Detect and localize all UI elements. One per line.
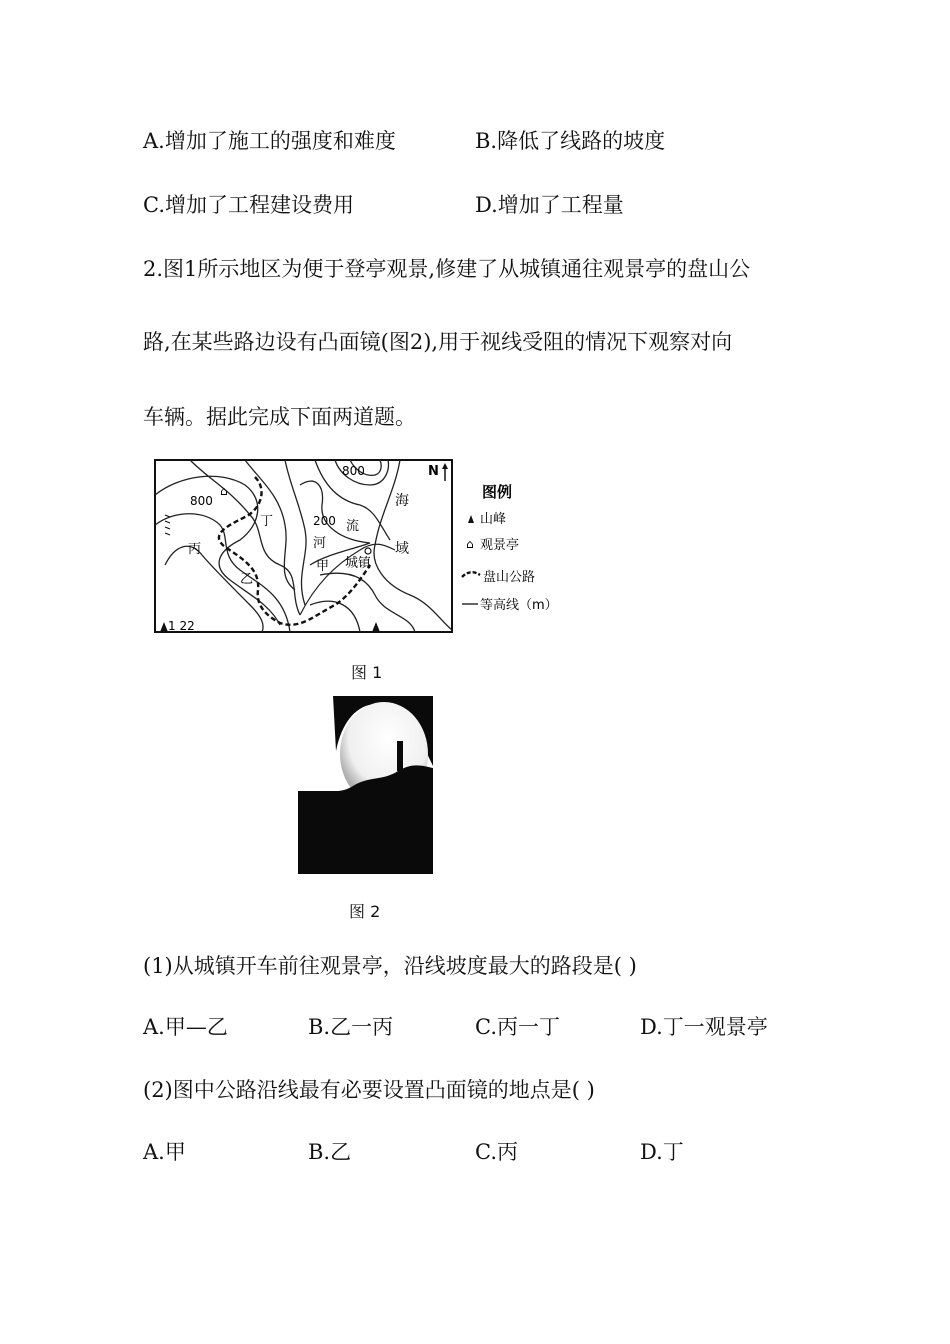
- sub2-option-b[interactable]: B.乙: [308, 1140, 352, 1164]
- point-jia: 甲: [316, 559, 330, 574]
- legend-item-contour: 等高线（m）: [480, 598, 558, 613]
- sub1-option-a[interactable]: A.甲—乙: [143, 1015, 228, 1039]
- q2-stem-line-2: 路,在某些路边设有凸面镜(图2),用于视线受阻的情况下观察对向: [143, 330, 733, 354]
- q2-stem-line-3: 车辆。据此完成下面两道题。: [143, 405, 416, 429]
- sub2-stem: (2)图中公路沿线最有必要设置凸面镜的地点是( ): [143, 1078, 595, 1102]
- point-yi: 乙: [240, 572, 254, 587]
- legend-title: 图例: [482, 483, 513, 501]
- legend-item-road: 盘山公路: [483, 570, 536, 585]
- prev-option-d[interactable]: D.增加了工程量: [475, 193, 624, 217]
- legend-item-peak: 山峰: [480, 512, 507, 527]
- sub1-stem: (1)从城镇开车前往观景亭，沿线坡度最大的路段是( ): [143, 954, 637, 978]
- sub1-option-b[interactable]: B.乙一丙: [308, 1015, 394, 1039]
- label-he: 河: [313, 536, 327, 551]
- q2-stem-line-1: 2.图1所示地区为便于登亭观景,修建了从城镇通往观景亭的盘山公: [143, 257, 751, 281]
- figure-2-caption: 图 2: [349, 902, 381, 921]
- legend-road-icon: [462, 572, 480, 577]
- contour-label-200: 200: [313, 514, 336, 528]
- legend-pavilion-icon: ⌂: [466, 537, 474, 551]
- legend-peak-icon: [468, 515, 474, 523]
- peak-icon-left: [160, 622, 168, 632]
- peak-icon-bottom: [372, 622, 380, 632]
- label-hai: 海: [395, 493, 409, 509]
- figure-1-contour-map: [150, 455, 590, 640]
- prev-option-a[interactable]: A.增加了施工的强度和难度: [143, 129, 396, 153]
- sub2-option-c[interactable]: C.丙: [475, 1140, 518, 1164]
- contour-label-800-left: 800: [190, 494, 213, 508]
- legend-item-pavilion: 观景亭: [480, 538, 520, 553]
- sub1-option-d[interactable]: D.丁一观景亭: [640, 1015, 768, 1039]
- north-arrowhead-icon: [442, 463, 448, 469]
- river-line: [300, 544, 395, 615]
- sub2-option-a[interactable]: A.甲: [143, 1140, 186, 1164]
- point-bing: 丙: [188, 542, 202, 557]
- figure-1-caption: 图 1: [351, 663, 383, 682]
- peak-value-label: 1 22: [168, 619, 195, 633]
- point-ding: 丁: [260, 514, 274, 529]
- mountain-road: [219, 477, 370, 625]
- contour-label-800-top: 800: [342, 464, 365, 478]
- figure-2-convex-mirror-photo: [298, 696, 433, 874]
- sub2-option-d[interactable]: D.丁: [640, 1140, 684, 1164]
- label-liu: 流: [346, 519, 360, 534]
- town-icon: [365, 548, 371, 554]
- label-town: 城镇: [345, 556, 372, 571]
- prev-option-b[interactable]: B.降低了线路的坡度: [475, 129, 666, 153]
- sub1-option-c[interactable]: C.丙一丁: [475, 1015, 560, 1039]
- prev-option-c[interactable]: C.增加了工程建设费用: [143, 193, 354, 217]
- north-label: N: [428, 464, 439, 479]
- pavilion-icon: ⌂: [220, 484, 228, 498]
- label-yu: 域: [395, 541, 409, 557]
